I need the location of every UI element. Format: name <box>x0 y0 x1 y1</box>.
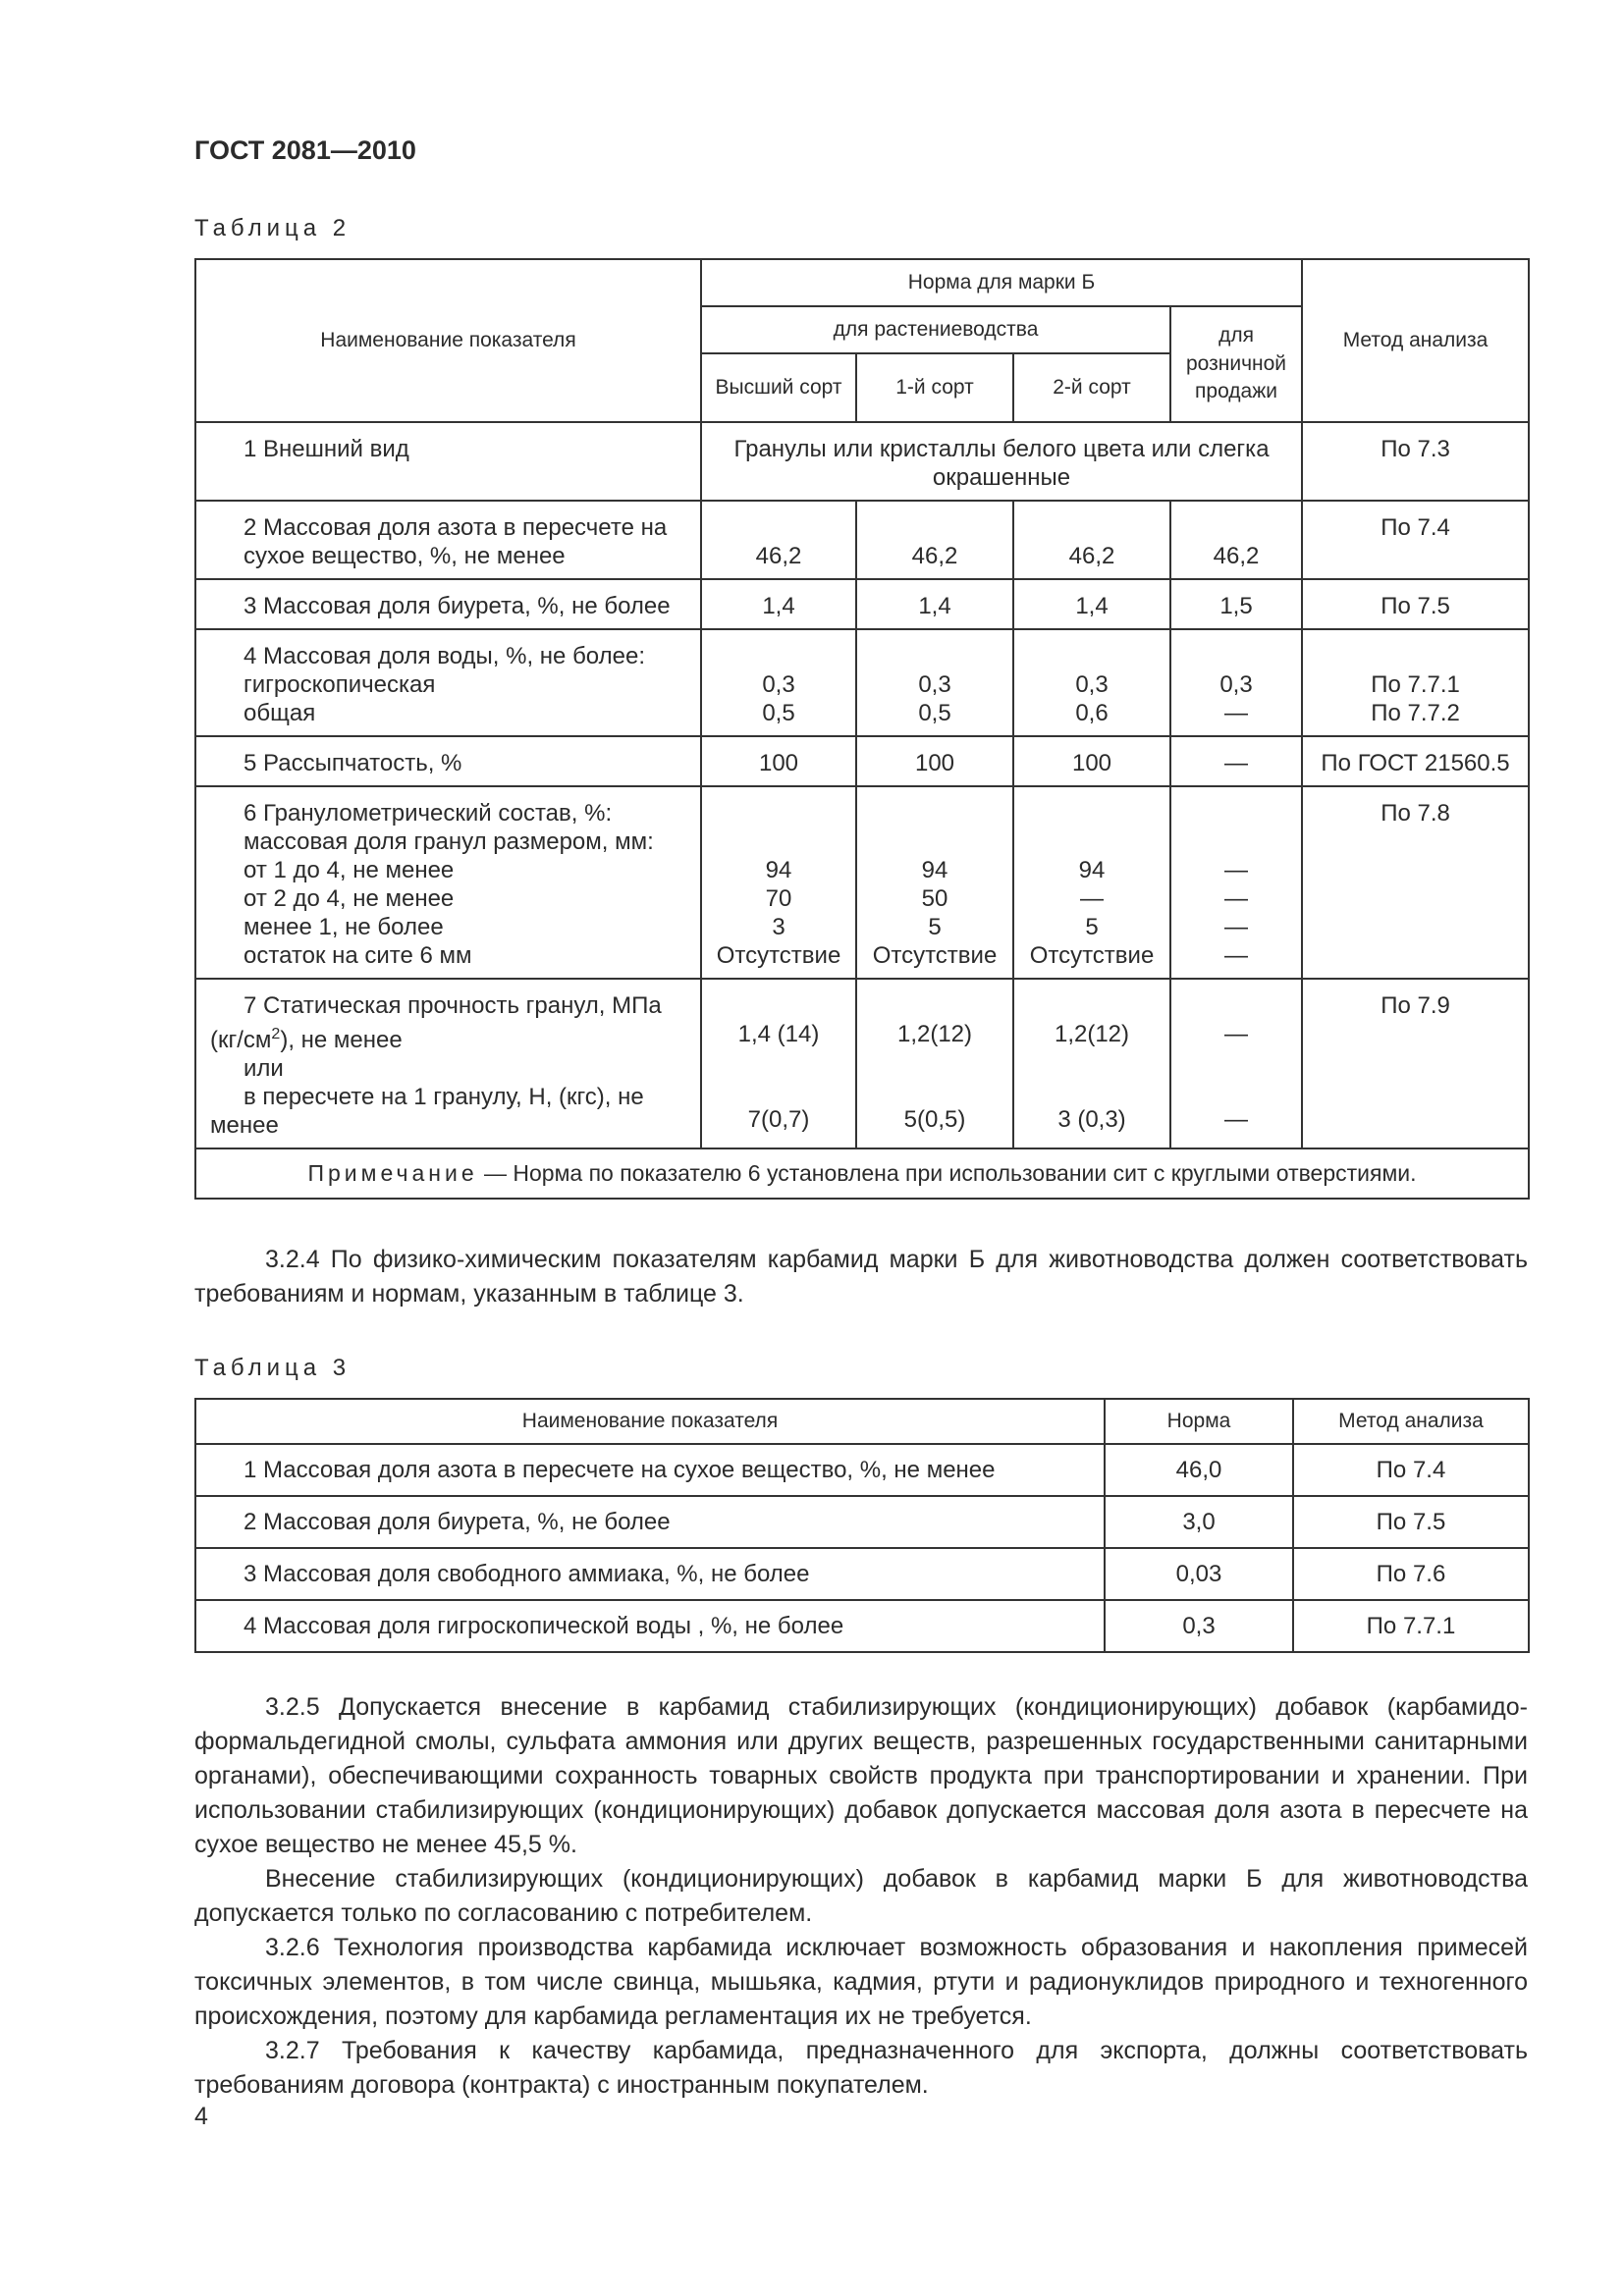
t2-r4-retail-1: 0,3 <box>1219 671 1253 698</box>
t2-r6-sub1: от 1 до 4, не менее <box>244 857 455 883</box>
t3-r3-method: По 7.6 <box>1293 1548 1529 1600</box>
t2-header-norm: Норма для марки Б <box>701 259 1302 306</box>
t2-r3-name: 3 Массовая доля биурета, %, не более <box>244 593 671 619</box>
t3-row-4 <box>195 1600 1529 1652</box>
t2-row-5 <box>195 736 1529 786</box>
t2-r6-top-2: 70 <box>765 885 792 912</box>
document-page <box>194 137 1528 2103</box>
t2-r6-sub4: остаток на сите 6 мм <box>244 942 472 969</box>
t2-r7-name-2a: (кг/см <box>210 1027 272 1053</box>
t3-header-norm: Норма <box>1105 1399 1293 1444</box>
t3-r4-name: 4 Массовая доля гигроскопической воды , %, не более <box>244 1613 844 1639</box>
t2-r6-method: По 7.8 <box>1302 786 1529 979</box>
t2-r6-first-3: 5 <box>928 914 942 940</box>
t2-r6-second-4: Отсутствие <box>1029 942 1155 969</box>
t2-row-2 <box>195 501 1529 579</box>
t2-r1-method: По 7.3 <box>1302 422 1529 501</box>
t2-r7-first-1: 1,2(12) <box>896 1021 973 1047</box>
t2-r4-method-1: По 7.7.1 <box>1371 671 1460 698</box>
t2-r7-retail-1: — <box>1224 1021 1249 1047</box>
t2-row-6 <box>195 786 1529 979</box>
t2-r6-first-1: 94 <box>921 857 948 883</box>
t2-row-3 <box>195 579 1529 629</box>
t2-r6-first-4: Отсутствие <box>872 942 998 969</box>
t2-header-name: Наименование показателя <box>195 259 701 422</box>
t2-r6-top-1: 94 <box>765 857 792 883</box>
t2-r6-sub0: массовая доля гранул размером, мм: <box>244 828 654 855</box>
t2-r6-retail-4: — <box>1224 942 1249 969</box>
t2-r4-first-2: 0,5 <box>918 700 951 726</box>
t2-r7-name-2b: ), не менее <box>280 1027 403 1053</box>
t2-r2-name: 2 Массовая доля азота в пересчете на сухое вещество, %, не менее <box>244 514 668 569</box>
t2-r2-method: По 7.4 <box>1302 501 1529 579</box>
t2-r5-top: 100 <box>701 736 856 786</box>
t3-header-method: Метод анализа <box>1293 1399 1529 1444</box>
t2-r2-top: 46,2 <box>701 501 856 579</box>
t2-r3-top: 1,4 <box>701 579 856 629</box>
t2-r1-value: Гранулы или кристаллы белого цвета или слегка окрашенные <box>701 422 1302 501</box>
t2-r5-method: По ГОСТ 21560.5 <box>1302 736 1529 786</box>
t3-r2-name: 2 Массовая доля биурета, %, не более <box>244 1509 671 1535</box>
t2-header-plants: для растениеводства <box>701 306 1170 353</box>
t2-r6-sub3: менее 1, не более <box>244 914 444 940</box>
document-header: ГОСТ 2081—2010 <box>194 135 416 165</box>
paragraph-3-2-6: 3.2.6 Технология производства карбамида исключает возможность образования и накопления примесей токсичных элементов, в том числе свинца, мышьяка, кадмия, ртути и радионуклидов природного и техногенного происхождения, поэтому для карбамида регламентация их не требуется. <box>194 1934 1528 2030</box>
t2-r4-second-2: 0,6 <box>1075 700 1109 726</box>
t2-r3-first: 1,4 <box>856 579 1013 629</box>
t2-r3-retail: 1,5 <box>1170 579 1302 629</box>
t2-r4-sub1: гигроскопическая <box>244 671 436 698</box>
t2-r7-method: По 7.9 <box>1302 979 1529 1148</box>
table-2 <box>194 258 1530 1200</box>
t2-r6-sub2: от 2 до 4, не менее <box>244 885 455 912</box>
paragraph-3-2-7: 3.2.7 Требования к качеству карбамида, предназначенного для экспорта, должны соответствовать требованиям договора (контракта) с иностранным покупателем. <box>194 2037 1528 2099</box>
t2-r6-first-2: 50 <box>921 885 948 912</box>
t2-r5-first: 100 <box>856 736 1013 786</box>
paragraph-3-2-4: 3.2.4 По физико-химическим показателям карбамид марки Б для животноводства должен соответствовать требованиям и нормам, указанным в таблице 3. <box>194 1246 1528 1308</box>
t2-r6-top-4: Отсутствие <box>716 942 841 969</box>
t2-r3-second: 1,4 <box>1013 579 1170 629</box>
t2-note-text: — Норма по показателю 6 установлена при использовании сит с круглыми отверстиями. <box>477 1160 1417 1186</box>
t3-r4-method: По 7.7.1 <box>1293 1600 1529 1652</box>
t2-r5-second: 100 <box>1013 736 1170 786</box>
table-3-caption: Таблица 3 <box>194 1355 352 1381</box>
page-number: 4 <box>194 2103 208 2130</box>
t2-r7-retail-2: — <box>1224 1106 1249 1133</box>
t2-r4-name: 4 Массовая доля воды, %, не более: <box>244 643 645 669</box>
t2-r7-name-3: в пересчете на 1 гранулу, Н, (кгс), не <box>244 1084 644 1110</box>
t2-r6-retail-2: — <box>1224 885 1249 912</box>
t3-header-name: Наименование показателя <box>195 1399 1105 1444</box>
t2-r4-first-1: 0,3 <box>918 671 951 698</box>
t2-r6-retail-3: — <box>1224 914 1249 940</box>
t2-header-top-grade: Высший сорт <box>701 353 856 422</box>
t3-r1-name: 1 Массовая доля азота в пересчете на сухое вещество, %, не менее <box>244 1457 996 1483</box>
t2-r2-first: 46,2 <box>856 501 1013 579</box>
t3-r4-norm: 0,3 <box>1105 1600 1293 1652</box>
t2-r7-second-2: 3 (0,3) <box>1057 1106 1126 1133</box>
t2-r4-top-1: 0,3 <box>762 671 795 698</box>
t2-r4-top-2: 0,5 <box>762 700 795 726</box>
t2-header-second-grade: 2-й сорт <box>1013 353 1170 422</box>
t3-row-3 <box>195 1548 1529 1600</box>
t2-r7-top-1: 1,4 (14) <box>737 1021 820 1047</box>
t3-r2-norm: 3,0 <box>1105 1496 1293 1548</box>
t2-r7-second-1: 1,2(12) <box>1054 1021 1130 1047</box>
t2-r7-first-2: 5(0,5) <box>903 1106 966 1133</box>
table-2-caption: Таблица 2 <box>194 215 352 241</box>
t2-r2-second: 46,2 <box>1013 501 1170 579</box>
t2-note <box>195 1148 1529 1199</box>
t3-r3-norm: 0,03 <box>1105 1548 1293 1600</box>
t2-r2-retail: 46,2 <box>1170 501 1302 579</box>
t2-r5-retail: — <box>1170 736 1302 786</box>
t2-r6-second-3: 5 <box>1085 914 1099 940</box>
t2-note-label: Примечание <box>307 1160 478 1186</box>
paragraph-3-2-5: 3.2.5 Допускается внесение в карбамид стабилизирующих (кондиционирующих) добавок (карбамидо-формальдегидной смолы, сульфата аммония или других веществ, разрешенных государственными санитарными органами), обеспечивающими сохранность товарных свойств продукта при транспортировании и хранении. При использовании стабилизирующих (кондиционирующих) добавок допускается массовая доля азота в пересчете на сухое вещество не менее 45,5 %. <box>194 1693 1528 1858</box>
t2-r7-name-4: менее <box>210 1112 279 1139</box>
t2-r4-second-1: 0,3 <box>1075 671 1109 698</box>
t2-r6-top-3: 3 <box>772 914 785 940</box>
t3-row-2 <box>195 1496 1529 1548</box>
t2-r3-method: По 7.5 <box>1302 579 1529 629</box>
t2-r1-name: 1 Внешний вид <box>244 436 409 462</box>
paragraph-additives: Внесение стабилизирующих (кондиционирующих) добавок в карбамид марки Б для животноводства допускается только по согласованию с потребителем. <box>194 1865 1528 1927</box>
t2-r6-second-1: 94 <box>1078 857 1106 883</box>
t2-r4-sub2: общая <box>244 700 316 726</box>
table-3 <box>194 1398 1530 1653</box>
t2-header-method: Метод анализа <box>1302 259 1529 422</box>
t3-row-1 <box>195 1444 1529 1496</box>
t3-r1-method: По 7.4 <box>1293 1444 1529 1496</box>
t2-r4-retail-2: — <box>1224 700 1249 726</box>
t2-header-retail: для розничной продажи <box>1170 306 1302 422</box>
t2-r6-retail-1: — <box>1224 857 1249 883</box>
t2-r6-name: 6 Гранулометрический состав, %: <box>244 800 613 827</box>
t2-r7-name-1: 7 Статическая прочность гранул, МПа <box>244 992 662 1019</box>
t3-r1-norm: 46,0 <box>1105 1444 1293 1496</box>
t2-r5-name: 5 Рассыпчатость, % <box>244 750 462 776</box>
t2-row-1 <box>195 422 1529 501</box>
t3-r3-name: 3 Массовая доля свободного аммиака, %, не более <box>244 1561 810 1587</box>
t2-r6-second-2: — <box>1080 885 1104 912</box>
t2-row-4 <box>195 629 1529 736</box>
t2-r4-method-2: По 7.7.2 <box>1371 700 1460 726</box>
t3-r2-method: По 7.5 <box>1293 1496 1529 1548</box>
t2-r7-or: или <box>244 1055 284 1082</box>
t2-header-first-grade: 1-й сорт <box>856 353 1013 422</box>
t2-row-7 <box>195 979 1529 1148</box>
t2-r7-name-2sup: 2 <box>271 1026 281 1042</box>
t2-note-row <box>195 1148 1529 1199</box>
t2-r7-top-2: 7(0,7) <box>747 1106 810 1133</box>
